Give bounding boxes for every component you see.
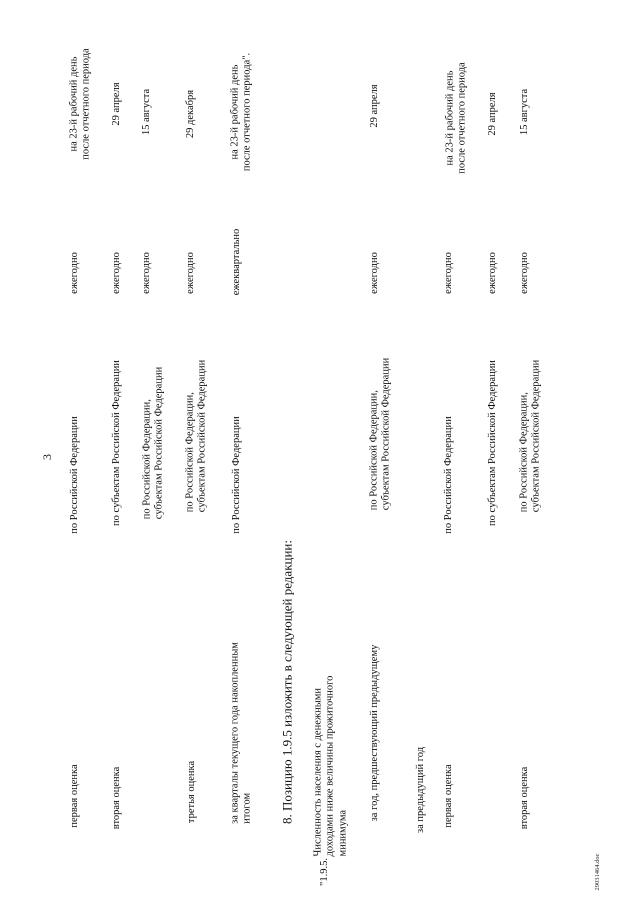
new-row-2-indicator: за предыдущий год (414, 746, 426, 834)
top-row-5-territory: по Российской Федерации (230, 416, 242, 534)
new-row-3-frequency: ежегодно (442, 252, 454, 294)
new-row-1-deadline: 29 апреля (368, 84, 380, 128)
document-footer-filename: 29031464.doc (593, 853, 601, 891)
top-row-1-deadline: на 23-й рабочий день после отчетного периода (68, 48, 92, 160)
top-row-5-indicator: за кварталы текущего года накопленным итогом (229, 642, 253, 824)
new-row-5-frequency: ежегодно (518, 252, 530, 294)
new-row-5-territory: по Российской Федерации, субъектам Российской Федерации (518, 359, 542, 513)
position-code: "1.9.5. (318, 858, 330, 886)
new-row-5-deadline: 15 августа (518, 88, 530, 136)
top-row-3-deadline: 15 августа (140, 88, 152, 136)
top-row-4-indicator: третья оценка (185, 760, 197, 824)
top-row-4-deadline: 29 декабря (184, 89, 196, 139)
new-row-1-indicator: за год, предшествующий предыдущему (368, 644, 380, 822)
position-indicator-title: Численность населения с денежными доходами ниже величины прожиточного минимума (312, 675, 349, 857)
new-row-3-territory: по Российской Федерации (442, 416, 454, 534)
top-row-5-frequency: ежеквартально (230, 228, 242, 296)
new-row-4-frequency: ежегодно (486, 252, 498, 294)
top-row-4-territory: по Российской Федерации, субъектам Российской Федерации (184, 359, 208, 513)
new-row-4-deadline: 29 апреля (486, 92, 498, 136)
new-row-5-indicator: вторая оценка (518, 766, 530, 830)
page-number: 3 (40, 454, 54, 460)
top-row-3-frequency: ежегодно (140, 252, 152, 294)
section-heading: 8. Позицию 1.9.5 изложить в следующей редакции: (279, 539, 295, 825)
new-row-4-territory: по субъектам Российской Федерации (486, 360, 498, 526)
top-row-2-indicator: вторая оценка (110, 766, 122, 830)
new-row-1-territory: по Российской Федерации, субъектам Российской Федерации (368, 357, 392, 511)
new-row-1-frequency: ежегодно (368, 252, 380, 294)
new-row-3-indicator: первая оценка (442, 764, 454, 828)
top-row-4-frequency: ежегодно (184, 252, 196, 294)
top-row-1-frequency: ежегодно (68, 252, 80, 294)
top-row-1-indicator: первая оценка (68, 764, 80, 828)
top-row-2-deadline: 29 апреля (110, 82, 122, 126)
new-row-3-deadline: на 23-й рабочий день после отчетного периода (444, 62, 468, 174)
top-row-5-deadline: на 23-й рабочий день после отчетного периода". (229, 52, 253, 172)
top-row-2-territory: по субъектам Российской Федерации (110, 360, 122, 526)
top-row-3-territory: по Российской Федерации, субъектам Российской Федерации (141, 366, 165, 520)
top-row-2-frequency: ежегодно (110, 252, 122, 294)
top-row-1-territory: по Российской Федерации (68, 416, 80, 534)
